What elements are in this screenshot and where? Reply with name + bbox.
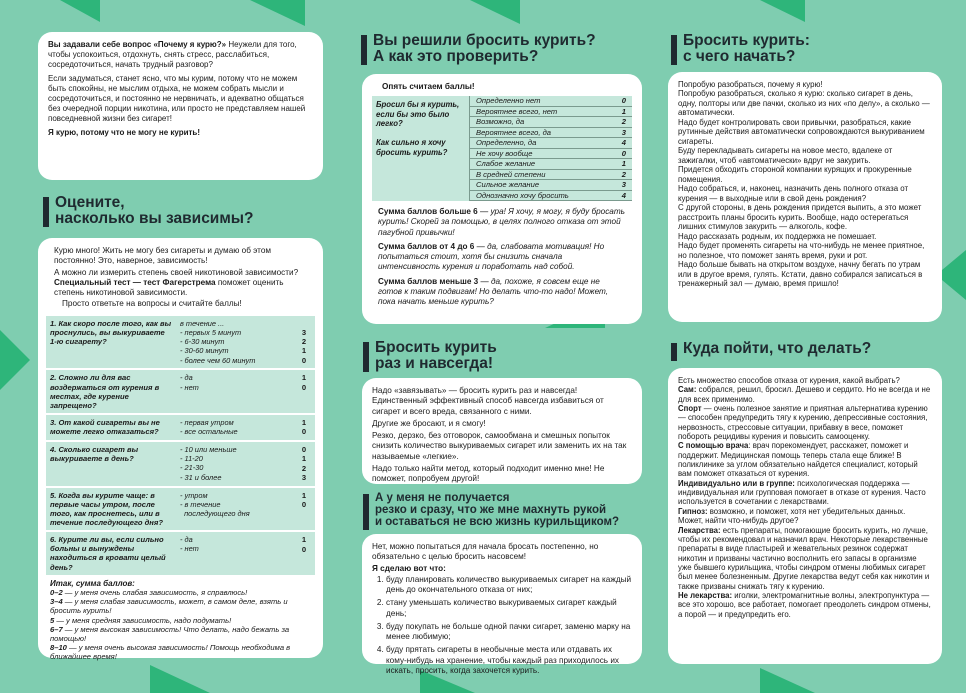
result-2-text: — да, слабовата мотивация! Но попытаться стоит, хотя бы снизить сначала интенсивность курения и поработать над собой. — [378, 241, 605, 272]
heading-decide-line2: А как это проверить? — [373, 48, 539, 66]
answer-score: 3 — [301, 327, 307, 337]
quit-p1: Надо «завязывать» — бросить курить раз и навсегда! Единственный эффективный способ навсегда избавиться от сигарет и всего вреда, связанного с ними. — [372, 386, 604, 416]
intro-card — [38, 32, 323, 180]
answer-score: 0 — [301, 355, 307, 365]
test-intro-3: Просто ответьте на вопросы и считайте баллы! — [62, 299, 242, 309]
sum-item — [50, 616, 311, 625]
table-row — [46, 486, 315, 530]
sum-key: 6–7 — [50, 624, 63, 634]
heading-quit — [375, 340, 645, 373]
method-text: возможно, и поможет, хотя нет убедительных данных. Может, найти что-нибудь другое? — [678, 506, 906, 526]
option-score: 4 — [621, 190, 626, 200]
heading-quit-line1: Бросить курить — [375, 339, 497, 356]
table-row — [46, 413, 315, 440]
sum-key: 8–10 — [50, 642, 67, 652]
table-row — [46, 530, 315, 574]
option-label: В средней степени — [476, 169, 546, 179]
start-line: Надо будет контролировать свои привычки, разобраться, какие рутинные действия автоматически сопровождаются выкуриванием сигареты. — [678, 117, 925, 146]
intro-conclusion: Я курю, потому что не могу не курить! — [48, 128, 201, 137]
where-intro: Есть множество способов отказа от курения, какой выбрать? — [678, 376, 900, 385]
test-intro-1: Курю много! Жить не могу без сигареты и думаю об этом постоянно! Это, наверное, зависимость! — [54, 246, 272, 266]
answer-scores — [293, 370, 315, 412]
answer-option: - 21-30 — [180, 463, 204, 473]
motivation-option — [470, 149, 632, 159]
answer-option: - в течение — [180, 500, 221, 510]
list-item: 4. буду прятать сигареты в необычные места или отдавать их кому-нибудь на хранение, чтобы каждый раз приходилось их искать, просить, когда захочется курить. — [386, 645, 632, 676]
question-text: 3. От какой сигареты вы не можете легко отказаться? — [50, 417, 160, 436]
heading-rate — [55, 195, 325, 228]
answer-option: в течение ... — [180, 318, 225, 328]
option-score: 4 — [621, 138, 626, 148]
start-line: Придется обходить стороной компании курящих и прокуренные помещения. — [678, 165, 912, 184]
option-label: Слабое желание — [476, 159, 536, 169]
start-line: Буду перекладывать сигареты на новое место, вдалеке от зажигалки, чтоб «автоматически» вдруг не закурить. — [678, 146, 893, 165]
method-text: : врач порекомендует, расскажет, поможет и поддержит. Медицинская помощь теперь стала еще ближе! В поликлинике за углом обязательно найдется специалист, который вам поможет отказаться от курения. — [678, 441, 918, 479]
heading-decide — [373, 33, 643, 66]
sum-key: 5 — [50, 615, 55, 625]
method-name: Сам: — [678, 385, 697, 395]
answer-score — [295, 319, 313, 328]
method-name: Индивидуально или в группе: — [678, 478, 795, 488]
motivation-card — [362, 74, 642, 324]
table-row — [46, 440, 315, 486]
answer-option: - все остальные — [180, 427, 238, 437]
answer-option: - да — [180, 373, 193, 383]
answer-score: 2 — [301, 336, 307, 346]
sum-key: 3–4 — [50, 597, 63, 607]
option-score: 0 — [621, 96, 626, 106]
result-3-text: — да, похоже, я совсем еще не готов к таким подвигам! Но делать что-то надо! Может, пока начать меньше курить? — [378, 276, 609, 307]
answer-option: - первая утром — [180, 417, 234, 427]
answer-score: 1 — [301, 490, 307, 500]
method-text: иголки, электромагнитные волны, электропунктура — все это хорошо, все работает, помогает преодолеть синдром отмены, а порой — и предупредить его. — [678, 590, 931, 619]
option-score: 2 — [621, 169, 626, 179]
method-name: Не лекарства: — [678, 590, 733, 600]
answer-score: 1 — [301, 346, 307, 356]
answer-options — [176, 370, 293, 412]
sum-text: — у меня очень слабая зависимость, я справлюсь! — [62, 588, 248, 598]
method-name: Гипноз: — [678, 506, 708, 516]
start-line: Попробую разобраться, почему я курю! — [678, 80, 823, 89]
motivation-table — [372, 96, 632, 201]
option-score: 2 — [621, 117, 626, 127]
start-line: Надо собраться, и, наконец, назначить день полного отказа от курения — в выходные или в свой день рождения? — [678, 184, 909, 203]
motivation-option — [470, 128, 632, 138]
method-item — [678, 526, 932, 591]
gradual-p2: Я сделаю вот что: — [372, 563, 446, 573]
motivation-option — [470, 170, 632, 180]
method-name: Спорт — [678, 404, 702, 414]
motivation-option — [470, 138, 632, 148]
answer-option: - 30-60 минут — [180, 346, 229, 356]
intro-question-rest: Неужели для того, чтобы успокоиться, отдохнуть, снять стресс, расслабиться, сосредоточиться, начать трудный разговор? — [48, 40, 297, 69]
option-score: 3 — [621, 127, 626, 137]
gradual-p1: Нет, можно попытаться для начала бросать постепенно, но обязательно с целью бросить насовсем! — [372, 542, 599, 562]
motivation-option — [470, 107, 632, 117]
start-line: С другой стороны, в день рождения придется выпить, а это может расстроить планы бросить курить. Вообще, надо остерегаться лишних стимулов закурить — алкоголь, кофе. — [678, 203, 922, 232]
answer-options — [176, 442, 293, 486]
answer-score: 0 — [301, 444, 307, 454]
motivation-option — [470, 117, 632, 127]
motivation-option — [470, 96, 632, 106]
motivation-q2: Как сильно я хочу бросить курить? — [376, 138, 448, 157]
answer-option: - нет — [180, 382, 199, 392]
test-sum — [46, 575, 315, 661]
answer-options — [176, 488, 293, 530]
sum-key: 0–2 — [50, 588, 63, 598]
list-item: 2. стану уменьшать количество выкуриваемых сигарет каждый день; — [386, 598, 632, 619]
answer-option: - более чем 60 минут — [180, 355, 256, 365]
test-sum-title: Итак, сумма баллов: — [50, 578, 135, 588]
test-intro-2b: Специальный тест — тест Фагерстрема — [54, 277, 216, 287]
test-intro-2a: А можно ли измерить степень своей никотиновой зависимости? — [54, 267, 299, 277]
method-name: Лекарства: — [678, 525, 721, 535]
heading-start — [683, 33, 943, 66]
heading-rate-line2: насколько вы зависимы? — [55, 210, 254, 228]
result-1-key: Сумма баллов больше 6 — [378, 207, 478, 217]
question-text: 2. Сложно ли для вас воздержаться от курения в местах, где курение запрещено? — [50, 373, 160, 410]
heading-decide-line1: Вы решили бросить курить? — [373, 32, 596, 49]
heading-gradual — [375, 492, 650, 528]
option-label: Вероятнее всего, нет — [476, 106, 558, 116]
answer-score: 0 — [301, 427, 307, 437]
option-label: Возможно, да — [476, 117, 525, 127]
method-name: С помощью врача — [678, 441, 749, 451]
method-item — [678, 507, 932, 526]
motivation-option — [470, 180, 632, 190]
option-score: 3 — [621, 180, 626, 190]
table-row — [46, 314, 315, 369]
answer-option: - первых 5 минут — [180, 327, 242, 337]
result-3-key: Сумма баллов меньше 3 — [378, 276, 479, 286]
motivation-option — [470, 191, 632, 201]
heading-gradual-line1: А у меня не получается — [375, 492, 510, 504]
option-label: Определенно, да — [476, 138, 537, 148]
result-2-key: Сумма баллов от 4 до 6 — [378, 241, 475, 251]
answer-option: - 10 или меньше — [180, 444, 237, 454]
answer-score: 1 — [301, 373, 307, 383]
answer-option: - да — [180, 535, 193, 545]
answer-option: последующего дня — [180, 509, 250, 519]
sum-item — [50, 588, 311, 597]
answer-options — [176, 532, 293, 574]
result-1-text: — ура! Я хочу, я могу, я буду бросать курить! Скорей за помощью, в целях полного отказа от этой пагубной привычки! — [378, 207, 625, 237]
method-text: собрался, решил, бросил. Дешево и сердито. Но не всегда и не для всех применимо. — [678, 385, 931, 404]
answer-score: 2 — [301, 463, 307, 473]
option-label: Вероятнее всего, да — [476, 127, 552, 137]
test-intro-2c: поможет оценить степень никотиновой зависимости. — [54, 277, 284, 297]
option-score: 1 — [621, 159, 626, 169]
start-line: Надо больше бывать на открытом воздухе, начну бегать по утрам или в другое время, гулять. Кстати, давно собирался записаться в тренажерный зал — думаю, время пришло! — [678, 260, 923, 289]
gradual-list — [372, 575, 632, 676]
answer-option: - утром — [180, 490, 208, 500]
answer-option: - нет — [180, 544, 199, 554]
answer-option: - 11-20 — [180, 454, 203, 464]
option-score: 0 — [621, 148, 626, 158]
heading-start-line1: Бросить курить: — [683, 32, 810, 49]
heading-rate-line1: Оцените, — [55, 194, 125, 211]
sum-text: — у меня средняя зависимость, надо подумать! — [54, 615, 232, 625]
heading-gradual-line2: резко и сразу, что же мне махнуть рукой — [375, 504, 607, 517]
quit-p2: Другие же бросают, и я смогу! — [372, 418, 486, 428]
answer-scores — [293, 442, 315, 486]
start-line: Надо рассказать родным, их поддержка не помешает. — [678, 231, 877, 241]
option-score: 1 — [621, 106, 626, 116]
method-text: — очень полезное занятие и приятная альтернатива курению — способен предупредить тягу к курению, депрессивные состояния, нервозность, стрессовые ситуации, прибавку в весе, поможет побороть рецидивы курения и повысить самооценку. — [678, 404, 928, 442]
answer-score: 0 — [301, 500, 307, 510]
motivation-count-title: Опять считаем баллы! — [382, 82, 475, 91]
method-item — [678, 385, 932, 404]
answer-scores — [293, 488, 315, 530]
quit-card — [362, 378, 642, 484]
sum-item — [50, 625, 311, 643]
answer-scores — [293, 415, 315, 440]
list-item: 1. буду планировать количество выкуриваемых сигарет на каждый день до окончательного отказа от них; — [386, 575, 632, 596]
quit-p3: Резко, дерзко, без отговорок, самообмана и смешных попыток снизить количество выкуриваемых сигарет или заменить их на так называемые «легкие». — [372, 431, 627, 461]
method-text: есть препараты, помогающие бросить курить, но лучше, чтобы их рекомендовал и назначил врач. Некоторые лекарственные препараты в виде пластырей и жевательных резинок содержат никотин и призваны частично восполнить его запасы в организме уже бывшего курильщика, чтобы синдром отмены любимых сигарет был менее болезненным. Другие лекарства ведут себя как никотин и также призваны снижать тягу к курению. — [678, 525, 930, 591]
answer-option: - 6-30 минут — [180, 337, 225, 346]
answer-score: 3 — [301, 473, 307, 483]
motivation-option — [470, 159, 632, 169]
answer-scores — [293, 532, 315, 574]
where-card — [668, 368, 942, 664]
test-table — [46, 314, 315, 575]
answer-options — [176, 316, 293, 369]
method-text: психологическая поддержка — индивидуальная или групповая помогает в отказе от курения. Часто используется в сочетании с лекарствами. — [678, 478, 926, 507]
question-text: 6. Курите ли вы, если сильно больны и вынуждены находиться в кровати целый день? — [50, 535, 166, 572]
answer-score: 1 — [301, 417, 307, 427]
table-row — [46, 368, 315, 412]
motivation-q1: Бросил бы я курить, если бы это было легко? — [376, 100, 460, 128]
answer-score: 0 — [301, 382, 307, 392]
sum-item — [50, 597, 311, 615]
heading-where — [683, 341, 943, 357]
list-item: 3. буду покупать не больше одной пачки сигарет, заменю марку на менее любимую; — [386, 622, 632, 643]
intro-paragraph: Если задуматься, станет ясно, что мы курим, потому что не можем быть спокойны, не мыслим отдыха, не можем собрать мысли и сосредоточиться, и постоянно не нервничать, и адекватно общаться без очередной порции никотина, или просто не представляем нашей повседневной жизни без сигарет! — [48, 74, 306, 123]
answer-score — [295, 510, 313, 519]
option-label: Сильное желание — [476, 180, 540, 190]
option-label: Не хочу вообще — [476, 148, 533, 158]
start-card — [668, 72, 942, 322]
sum-text: — у меня слабая зависимость, может, в самом деле, взять и бросить курить! — [50, 597, 288, 616]
heading-quit-line2: раз и навсегда! — [375, 355, 493, 373]
sum-item — [50, 643, 311, 661]
answer-score: 1 — [301, 535, 307, 545]
heading-start-line2: с чего начать? — [683, 48, 796, 66]
heading-where-line1: Куда пойти, что делать? — [683, 340, 872, 357]
gradual-card — [362, 534, 642, 675]
question-text: 1. Как скоро после того, как вы проснулись, вы выкуриваете 1-ю сигарету? — [50, 318, 172, 346]
method-item — [678, 441, 932, 478]
method-item — [678, 591, 932, 619]
sum-text: — у меня очень высокая зависимость! Помощь необходима в ближайшее время! — [50, 642, 291, 662]
quit-p4: Надо только найти метод, который подходит именно мне! Не поможет, попробуем другой! — [372, 463, 605, 483]
test-card — [38, 238, 323, 662]
answer-options — [176, 415, 293, 440]
question-text: 4. Сколько сигарет вы выкуриваете в день? — [50, 444, 139, 463]
answer-scores — [293, 316, 315, 369]
answer-option: - 31 и более — [180, 472, 222, 482]
method-item — [678, 479, 932, 507]
answer-score: 1 — [301, 454, 307, 464]
answer-score: 0 — [301, 544, 307, 554]
intro-question: Вы задавали себе вопрос «Почему я курю?» — [48, 40, 227, 49]
start-line: Надо будет променять сигареты на что-нибудь не менее приятное, но полезное, что поможет занять время, руки и рот. — [678, 241, 925, 260]
start-line: Попробую разобраться, сколько я курю: сколько сигарет в день, одну, полторы или две пачки, сколько из них «по делу», а сколько — автоматически. — [678, 89, 930, 118]
question-text: 5. Когда вы курите чаще: в первые часы утром, после того, как проснетесь, или в течение последующего дня? — [50, 490, 163, 528]
method-item — [678, 404, 932, 441]
sum-text: — у меня высокая зависимость! Что делать, надо бежать за помощью! — [50, 624, 290, 643]
option-label: Определенно нет — [476, 96, 541, 106]
option-label: Однозначно хочу бросить — [476, 190, 569, 200]
heading-gradual-line3: и оставаться не всю жизнь курильщиком? — [375, 516, 620, 529]
